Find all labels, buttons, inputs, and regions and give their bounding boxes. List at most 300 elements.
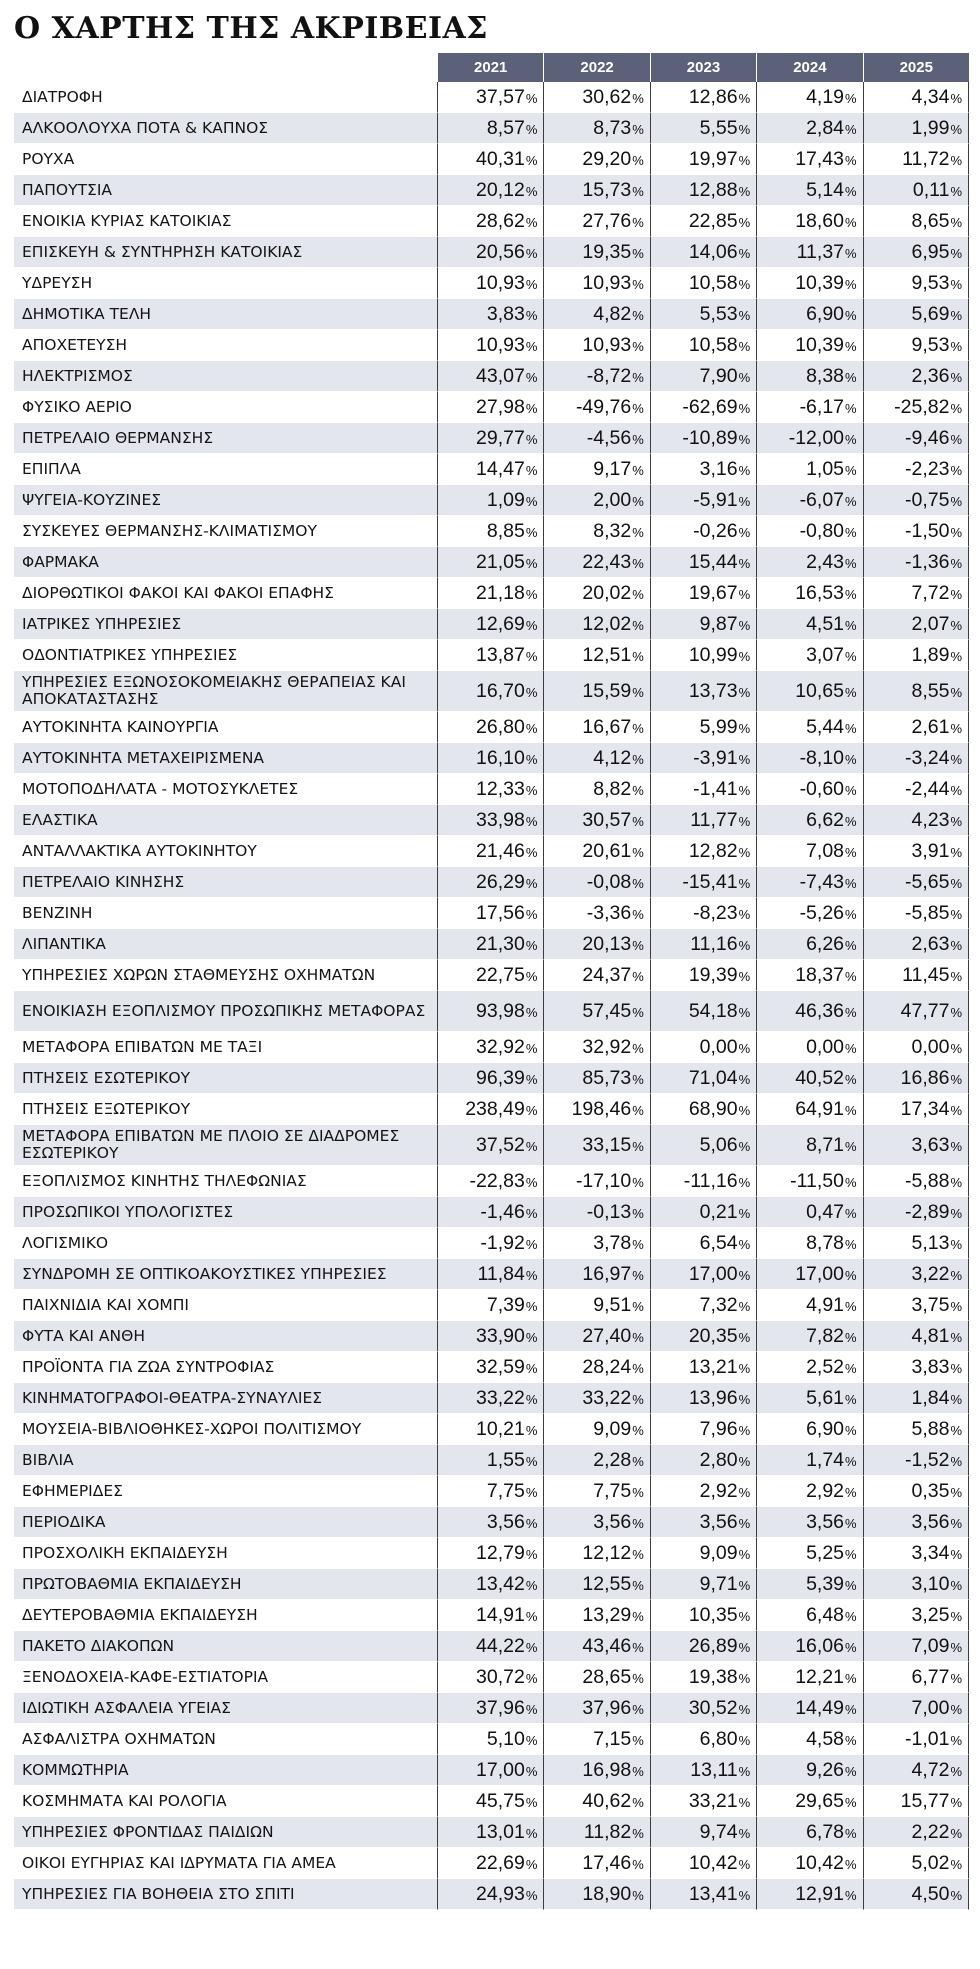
value-cell: [437, 299, 543, 330]
percent-unit: %: [525, 1546, 538, 1562]
value-cell: [650, 1414, 756, 1445]
row-label: ΦΥΤΑ ΚΑΙ ΑΝΘΗ: [14, 1321, 437, 1352]
percent-unit: %: [950, 121, 962, 137]
cell-value: 28,24: [582, 1355, 632, 1378]
cell-value: 198,46: [571, 1097, 632, 1120]
percent-unit: %: [845, 524, 857, 540]
cell-value: -0,13: [586, 1200, 632, 1223]
cell-value: 10,99: [688, 643, 738, 666]
table-row: [14, 454, 969, 485]
percent-unit: %: [950, 1236, 962, 1252]
value-cell: [650, 712, 756, 743]
percent-unit: %: [845, 214, 857, 230]
percent-unit: %: [738, 1236, 751, 1252]
percent-unit: %: [950, 782, 962, 798]
cell-value: -9,46: [904, 426, 950, 449]
percent-unit: %: [525, 1515, 538, 1531]
cell-value: 12,79: [476, 1541, 525, 1564]
percent-unit: %: [525, 152, 538, 168]
percent-unit: %: [738, 1267, 751, 1283]
value-cell: [543, 640, 649, 671]
percent-unit: %: [950, 1763, 962, 1779]
cell-value: -49,76: [575, 395, 632, 418]
percent-unit: %: [525, 121, 538, 137]
percent-unit: %: [738, 1004, 751, 1020]
value-cell: [543, 929, 649, 960]
column-header: 2021: [437, 53, 543, 82]
cell-value: 5,61: [806, 1386, 845, 1409]
table-row: [14, 1662, 969, 1693]
cell-value: 13,11: [690, 1758, 738, 1781]
percent-unit: %: [632, 1546, 644, 1562]
table-row: [14, 1032, 969, 1063]
cell-value: 13,96: [688, 1386, 738, 1409]
row-label: ΚΙΝΗΜΑΤΟΓΡΑΦΟΙ-ΘΕΑΤΡΑ-ΣΥΝΑΥΛΙΕΣ: [14, 1383, 437, 1414]
cell-value: 17,00: [688, 1262, 738, 1285]
cell-value: 4,81: [911, 1324, 950, 1347]
cell-value: 64,91: [795, 1097, 845, 1120]
cell-value: 33,22: [582, 1386, 632, 1409]
cell-value: 19,97: [688, 147, 738, 170]
value-cell: [543, 1414, 649, 1445]
percent-unit: %: [845, 1825, 857, 1841]
percent-unit: %: [738, 1515, 751, 1531]
percent-unit: %: [845, 245, 857, 261]
table-row: [14, 1383, 969, 1414]
value-cell: [756, 1197, 862, 1228]
row-label: ΠΡΟΪΟΝΤΑ ΓΙΑ ΖΩΑ ΣΥΝΤΡΟΦΙΑΣ: [14, 1352, 437, 1383]
percent-unit: %: [525, 1701, 538, 1717]
percent-unit: %: [525, 462, 538, 478]
value-cell: [650, 1817, 756, 1848]
table-row: [14, 299, 969, 330]
value-cell: [863, 1817, 969, 1848]
cell-value: 16,10: [476, 746, 525, 769]
cell-value: -1,36: [904, 550, 950, 573]
cell-value: 4,23: [911, 808, 950, 831]
value-cell: [543, 1383, 649, 1414]
cell-value: 3,56: [806, 1510, 845, 1533]
value-cell: [437, 1693, 543, 1724]
percent-unit: %: [738, 214, 751, 230]
cell-value: 57,45: [582, 999, 632, 1022]
cell-value: -5,88: [904, 1169, 950, 1192]
table-row: [14, 1631, 969, 1662]
value-cell: [863, 836, 969, 867]
cell-value: 7,75: [593, 1479, 632, 1502]
percent-unit: %: [525, 1102, 538, 1118]
table-row: [14, 898, 969, 929]
percent-unit: %: [525, 245, 538, 261]
table-row: [14, 1476, 969, 1507]
cell-value: 3,10: [911, 1572, 950, 1595]
cell-value: 44,22: [476, 1634, 525, 1657]
table-row: [14, 805, 969, 836]
value-cell: [650, 960, 756, 991]
table-row: [14, 361, 969, 392]
percent-unit: %: [632, 1298, 644, 1314]
cell-value: 10,58: [688, 271, 738, 294]
cell-value: 6,77: [911, 1665, 950, 1688]
percent-unit: %: [525, 1732, 538, 1748]
cell-value: -0,60: [799, 777, 845, 800]
percent-unit: %: [950, 1102, 962, 1118]
percent-unit: %: [525, 1040, 538, 1056]
percent-unit: %: [525, 1577, 538, 1593]
cell-value: 18,60: [795, 209, 845, 232]
row-label: ΑΛΚΟΟΛΟΥΧΑ ΠΟΤΑ & ΚΑΠΝΟΣ: [14, 113, 437, 144]
row-label: ΞΕΝΟΔΟΧΕΙΑ-ΚΑΦΕ-ΕΣΤΙΑΤΟΡΙΑ: [14, 1662, 437, 1693]
value-cell: [756, 175, 862, 206]
table-row: [14, 1879, 969, 1910]
cell-value: 1,99: [911, 116, 950, 139]
cell-value: -22,83: [469, 1169, 525, 1192]
value-cell: [543, 547, 649, 578]
value-cell: [756, 1445, 862, 1476]
value-cell: [650, 330, 756, 361]
percent-unit: %: [632, 1360, 644, 1376]
value-cell: [863, 1445, 969, 1476]
value-cell: [863, 82, 969, 113]
percent-unit: %: [738, 1174, 751, 1190]
cell-value: 8,78: [806, 1231, 845, 1254]
cell-value: 12,88: [688, 178, 738, 201]
value-cell: [863, 1507, 969, 1538]
percent-unit: %: [738, 1484, 751, 1500]
percent-unit: %: [632, 493, 644, 509]
percent-unit: %: [738, 1391, 751, 1407]
cell-value: 33,22: [476, 1386, 525, 1409]
table-row: [14, 423, 969, 454]
row-label: ΥΠΗΡΕΣΙΕΣ ΓΙΑ ΒΟΗΘΕΙΑ ΣΤΟ ΣΠΙΤΙ: [14, 1879, 437, 1910]
value-cell: [437, 712, 543, 743]
value-cell: [863, 1662, 969, 1693]
percent-unit: %: [738, 555, 751, 571]
table-row: [14, 1290, 969, 1321]
cell-value: 20,56: [476, 240, 525, 263]
row-label: ΔΗΜΟΤΙΚΑ ΤΕΛΗ: [14, 299, 437, 330]
percent-unit: %: [845, 1732, 857, 1748]
percent-unit: %: [738, 152, 751, 168]
cell-value: 13,73: [688, 679, 738, 702]
value-cell: [756, 82, 862, 113]
value-cell: [437, 1848, 543, 1879]
row-label: ΡΟΥΧΑ: [14, 144, 437, 175]
value-cell: [650, 392, 756, 423]
percent-unit: %: [738, 1102, 751, 1118]
cell-value: 10,93: [476, 271, 525, 294]
value-cell: [756, 609, 862, 640]
cell-value: -5,26: [799, 901, 845, 924]
cell-value: 22,43: [582, 550, 632, 573]
value-cell: [543, 1662, 649, 1693]
cell-value: -1,46: [480, 1200, 525, 1223]
cell-value: 9,17: [593, 457, 632, 480]
cell-value: 10,35: [688, 1603, 738, 1626]
cell-value: 29,20: [582, 147, 632, 170]
percent-unit: %: [845, 1484, 857, 1500]
value-cell: [756, 898, 862, 929]
percent-unit: %: [950, 1267, 962, 1283]
percent-unit: %: [845, 276, 857, 292]
value-cell: [650, 867, 756, 898]
cell-value: 14,49: [795, 1696, 845, 1719]
percent-unit: %: [632, 813, 644, 829]
cell-value: 3,63: [911, 1133, 950, 1156]
value-cell: [863, 1538, 969, 1569]
value-cell: [437, 774, 543, 805]
percent-unit: %: [950, 338, 962, 354]
cell-value: 43,07: [476, 364, 525, 387]
value-cell: [543, 1063, 649, 1094]
percent-unit: %: [525, 617, 538, 633]
value-cell: [756, 929, 862, 960]
percent-unit: %: [950, 1004, 962, 1020]
percent-unit: %: [845, 1329, 857, 1345]
percent-unit: %: [845, 462, 857, 478]
percent-unit: %: [950, 1825, 962, 1841]
cell-value: 6,95: [911, 240, 950, 263]
percent-unit: %: [845, 751, 857, 767]
value-cell: [543, 1817, 649, 1848]
value-cell: [543, 1724, 649, 1755]
percent-unit: %: [525, 1236, 538, 1252]
cell-value: 14,91: [476, 1603, 525, 1626]
value-cell: [650, 1786, 756, 1817]
value-cell: [543, 712, 649, 743]
cell-value: 16,86: [900, 1066, 950, 1089]
percent-unit: %: [845, 183, 857, 199]
cell-value: 10,93: [582, 271, 632, 294]
percent-unit: %: [632, 183, 644, 199]
percent-unit: %: [525, 1360, 538, 1376]
cell-value: 13,21: [688, 1355, 738, 1378]
percent-unit: %: [525, 1453, 538, 1469]
value-cell: [650, 1228, 756, 1259]
cell-value: 17,46: [582, 1851, 632, 1874]
cell-value: 1,84: [911, 1386, 950, 1409]
cell-value: 16,53: [795, 581, 845, 604]
value-cell: [756, 640, 862, 671]
cell-value: 3,16: [699, 457, 738, 480]
cell-value: 7,72: [911, 581, 950, 604]
percent-unit: %: [525, 1205, 538, 1221]
percent-unit: %: [525, 431, 538, 447]
percent-unit: %: [845, 1577, 857, 1593]
cell-value: 12,69: [476, 612, 525, 635]
inflation-table: [14, 53, 969, 1910]
value-cell: [756, 1032, 862, 1063]
value-cell: [756, 113, 862, 144]
percent-unit: %: [950, 1071, 962, 1087]
cell-value: 12,33: [476, 777, 525, 800]
table-row: [14, 144, 969, 175]
table-row: [14, 1786, 969, 1817]
value-cell: [756, 1600, 862, 1631]
value-cell: [650, 1879, 756, 1910]
percent-unit: %: [632, 431, 644, 447]
value-cell: [650, 1693, 756, 1724]
value-cell: [863, 1476, 969, 1507]
percent-unit: %: [738, 1887, 751, 1903]
percent-unit: %: [950, 968, 962, 984]
percent-unit: %: [738, 1763, 751, 1779]
value-cell: [756, 1228, 862, 1259]
value-cell: [756, 805, 862, 836]
cell-value: 37,96: [582, 1696, 632, 1719]
percent-unit: %: [632, 338, 644, 354]
table-row: [14, 1693, 969, 1724]
value-cell: [650, 1125, 756, 1166]
cell-value: 7,15: [593, 1727, 632, 1750]
value-cell: [756, 1693, 862, 1724]
value-cell: [437, 1259, 543, 1290]
percent-unit: %: [525, 1887, 538, 1903]
cell-value: 22,85: [688, 209, 738, 232]
cell-value: -15,41: [682, 870, 738, 893]
value-cell: [437, 836, 543, 867]
cell-value: -5,85: [904, 901, 950, 924]
percent-unit: %: [950, 1360, 962, 1376]
value-cell: [650, 1755, 756, 1786]
cell-value: 32,92: [582, 1035, 632, 1058]
cell-value: 2,80: [699, 1448, 738, 1471]
percent-unit: %: [738, 1546, 751, 1562]
percent-unit: %: [525, 1004, 538, 1020]
cell-value: 9,71: [699, 1572, 738, 1595]
percent-unit: %: [845, 1453, 857, 1469]
value-cell: [756, 1063, 862, 1094]
percent-unit: %: [845, 1071, 857, 1087]
value-cell: [437, 1197, 543, 1228]
value-cell: [650, 929, 756, 960]
cell-value: 8,57: [486, 116, 525, 139]
percent-unit: %: [632, 152, 644, 168]
cell-value: 17,00: [795, 1262, 845, 1285]
value-cell: [756, 1352, 862, 1383]
cell-value: -1,92: [480, 1231, 525, 1254]
cell-value: 3,83: [486, 302, 525, 325]
cell-value: 6,90: [806, 1417, 845, 1440]
percent-unit: %: [738, 968, 751, 984]
cell-value: 30,57: [582, 808, 632, 831]
cell-value: 5,55: [699, 116, 738, 139]
value-cell: [863, 237, 969, 268]
percent-unit: %: [950, 524, 962, 540]
cell-value: 45,75: [476, 1789, 525, 1812]
value-cell: [543, 1755, 649, 1786]
percent-unit: %: [738, 462, 751, 478]
percent-unit: %: [632, 1577, 644, 1593]
percent-unit: %: [950, 1391, 962, 1407]
value-cell: [756, 206, 862, 237]
percent-unit: %: [632, 1825, 644, 1841]
cell-value: 47,77: [900, 999, 950, 1022]
percent-unit: %: [845, 400, 857, 416]
cell-value: -0,08: [586, 870, 632, 893]
cell-value: 1,89: [911, 643, 950, 666]
value-cell: [437, 485, 543, 516]
percent-unit: %: [845, 307, 857, 323]
cell-value: -3,36: [586, 901, 632, 924]
value-cell: [650, 516, 756, 547]
percent-unit: %: [845, 1701, 857, 1717]
table-row: [14, 206, 969, 237]
cell-value: 3,34: [911, 1541, 950, 1564]
table-row: [14, 836, 969, 867]
value-cell: [756, 1538, 862, 1569]
header-corner: [14, 53, 437, 82]
value-cell: [437, 1538, 543, 1569]
percent-unit: %: [738, 1856, 751, 1872]
cell-value: -1,50: [904, 519, 950, 542]
percent-unit: %: [738, 1670, 751, 1686]
value-cell: [756, 361, 862, 392]
row-label: ΜΟΥΣΕΙΑ-ΒΙΒΛΙΟΘΗΚΕΣ-ΧΩΡΟΙ ΠΟΛΙΤΙΣΜΟΥ: [14, 1414, 437, 1445]
cell-value: 17,43: [795, 147, 845, 170]
cell-value: -3,91: [693, 746, 738, 769]
table-row: [14, 1817, 969, 1848]
value-cell: [756, 237, 862, 268]
row-label: ΕΝΟΙΚΙΑ ΚΥΡΙΑΣ ΚΑΤΟΙΚΙΑΣ: [14, 206, 437, 237]
value-cell: [863, 1786, 969, 1817]
percent-unit: %: [845, 555, 857, 571]
cell-value: 8,65: [911, 209, 950, 232]
table-row: [14, 485, 969, 516]
percent-unit: %: [950, 844, 962, 860]
cell-value: 29,77: [476, 426, 525, 449]
percent-unit: %: [845, 906, 857, 922]
cell-value: 9,53: [911, 333, 950, 356]
value-cell: [437, 1094, 543, 1125]
percent-unit: %: [845, 617, 857, 633]
percent-unit: %: [738, 1329, 751, 1345]
cell-value: 54,18: [688, 999, 738, 1022]
value-cell: [650, 1321, 756, 1352]
row-label: ΠΡΟΣΧΟΛΙΚΗ ΕΚΠΑΙΔΕΥΣΗ: [14, 1538, 437, 1569]
percent-unit: %: [632, 1004, 644, 1020]
table-row: [14, 1352, 969, 1383]
column-header: 2024: [756, 53, 862, 82]
percent-unit: %: [950, 1205, 962, 1221]
cell-value: 2,61: [911, 715, 950, 738]
value-cell: [863, 743, 969, 774]
percent-unit: %: [738, 844, 751, 860]
value-cell: [863, 392, 969, 423]
cell-value: 9,51: [593, 1293, 632, 1316]
percent-unit: %: [738, 1732, 751, 1748]
percent-unit: %: [950, 1174, 962, 1190]
row-label: ΒΕΝΖΙΝΗ: [14, 898, 437, 929]
percent-unit: %: [950, 1608, 962, 1624]
value-cell: [863, 175, 969, 206]
value-cell: [650, 361, 756, 392]
cell-value: 3,56: [699, 1510, 738, 1533]
percent-unit: %: [950, 1701, 962, 1717]
percent-unit: %: [845, 1515, 857, 1531]
percent-unit: %: [950, 1329, 962, 1345]
value-cell: [756, 1321, 862, 1352]
cell-value: 16,06: [795, 1634, 845, 1657]
value-cell: [543, 485, 649, 516]
cell-value: 16,67: [582, 715, 632, 738]
cell-value: -10,89: [682, 426, 738, 449]
cell-value: 0,00: [911, 1035, 950, 1058]
value-cell: [863, 1228, 969, 1259]
value-cell: [756, 144, 862, 175]
percent-unit: %: [525, 555, 538, 571]
percent-unit: %: [738, 1360, 751, 1376]
